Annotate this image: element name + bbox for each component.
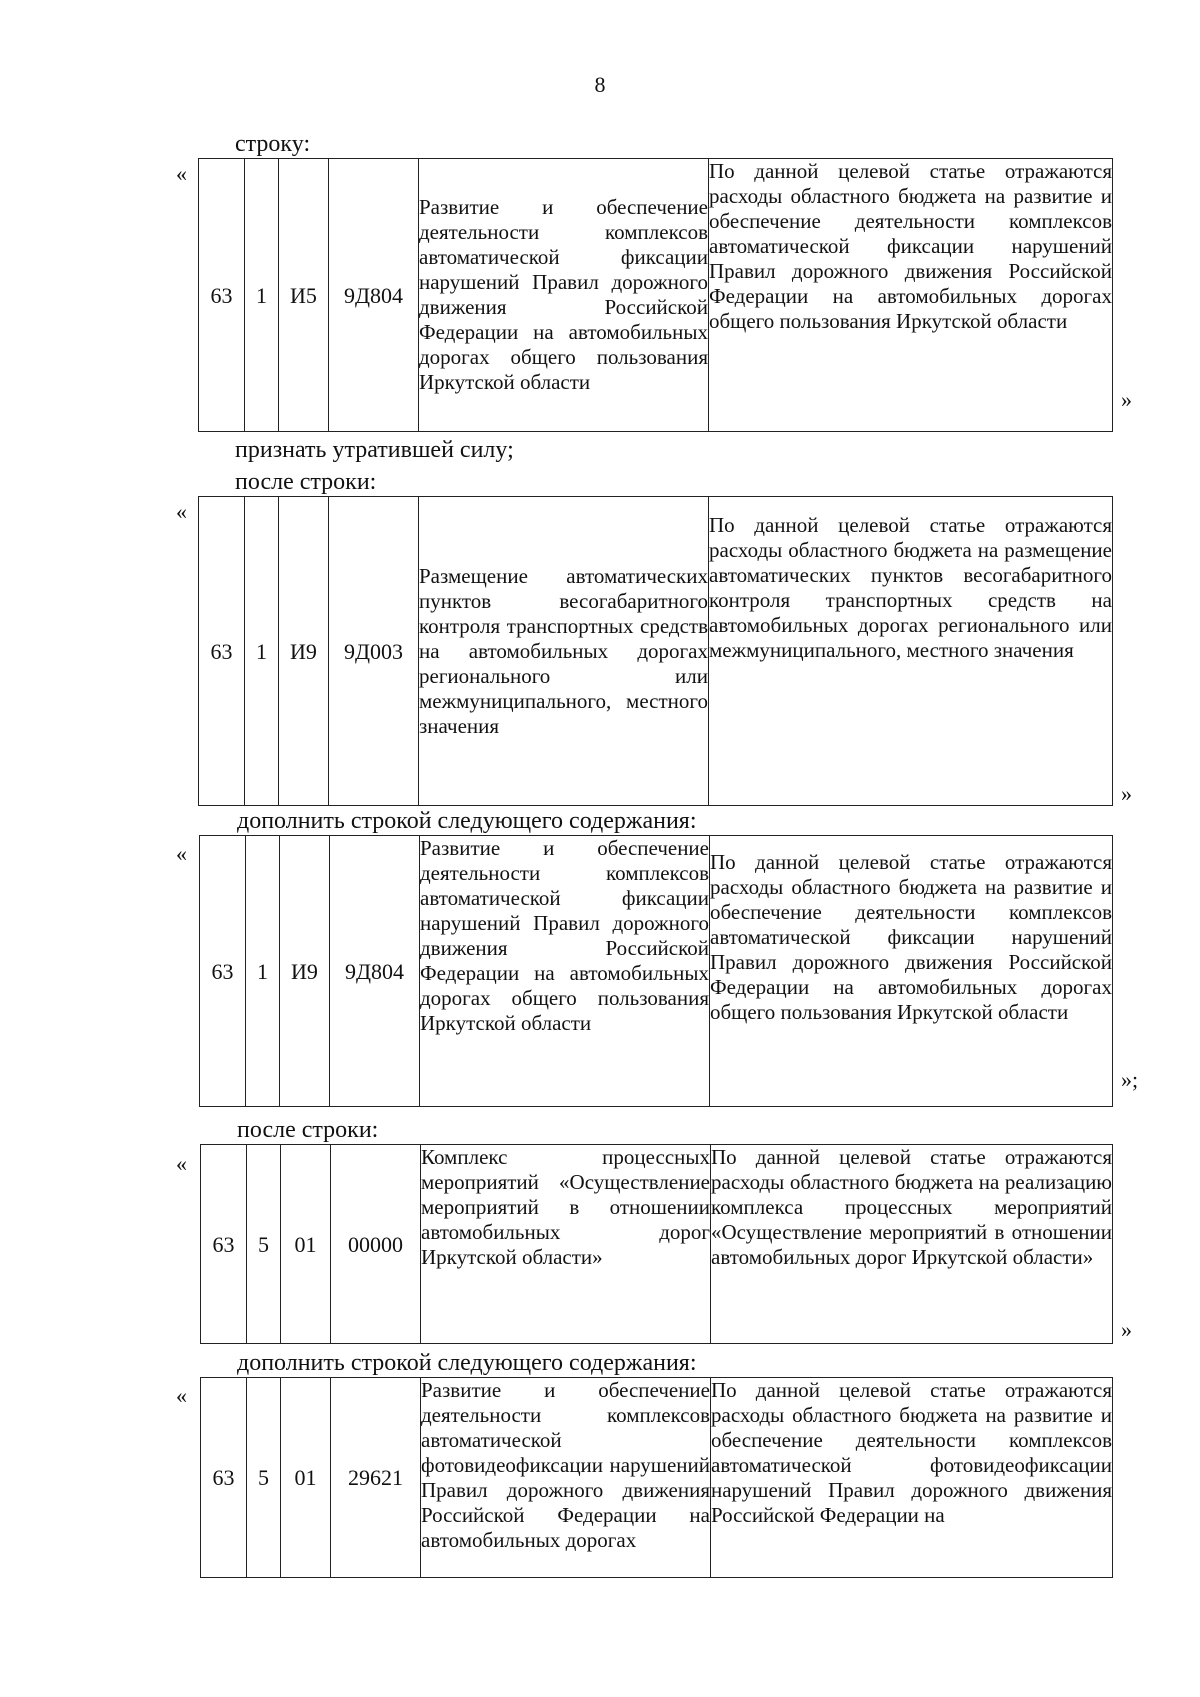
- budget-row: [200, 1144, 1113, 1344]
- open-quote: «: [176, 841, 187, 866]
- repeal-text: признать утратившей силу;: [235, 437, 514, 463]
- code-project: И5: [279, 159, 329, 432]
- open-quote: «: [176, 499, 187, 524]
- page-number: 8: [594, 72, 606, 97]
- code-program: 63: [201, 1378, 247, 1578]
- code-subprogram: 1: [246, 836, 280, 1107]
- code-program: 63: [201, 1145, 247, 1344]
- row-name: Размещение автоматических пунктов весогабаритного контроля транспортных средств на автомобильных дорогах регионального или межмуниципального, местного значения: [419, 497, 709, 806]
- close-quote: »: [1121, 1317, 1132, 1342]
- code-project: 01: [281, 1378, 331, 1578]
- budget-row: [198, 158, 1113, 432]
- row-name: Развитие и обеспечение деятельности комплексов автоматической фиксации нарушений Правил дорожного движения Российской Федерации на автомобильных дорогах общего пользования Иркутской области: [420, 836, 710, 1107]
- block-intro: после строки:: [237, 1117, 379, 1143]
- close-quote: »: [1121, 781, 1132, 806]
- open-quote: «: [176, 1383, 187, 1408]
- block-intro: после строки:: [235, 469, 377, 495]
- row-name: Развитие и обеспечение деятельности комплексов автоматической фотовидеофиксации нарушений Правил дорожного движения Российской Федерации на автомобильных дорогах: [421, 1378, 711, 1578]
- code-project: И9: [279, 497, 329, 806]
- code-direction: 9Д003: [329, 497, 419, 806]
- close-quote: »: [1121, 387, 1132, 412]
- close-quote: »;: [1121, 1067, 1139, 1092]
- budget-row: [198, 496, 1113, 806]
- block-intro: дополнить строкой следующего содержания:: [237, 1350, 697, 1376]
- block-intro: дополнить строкой следующего содержания:: [237, 808, 697, 834]
- row-description: По данной целевой статье отражаются расходы областного бюджета на развитие и обеспечение деятельности комплексов автоматической фиксации нарушений Правил дорожного движения Российской Федерации на автомобильных дорогах общего пользования Иркутской области: [709, 159, 1113, 432]
- open-quote: «: [176, 161, 187, 186]
- budget-row: [200, 1377, 1113, 1578]
- row-name: Развитие и обеспечение деятельности комплексов автоматической фиксации нарушений Правил дорожного движения Российской Федерации на автомобильных дорогах общего пользования Иркутской области: [419, 159, 709, 432]
- row-description: По данной целевой статье отражаются расходы областного бюджета на реализацию комплекса процессных мероприятий «Осуществление мероприятий в отношении автомобильных дорог Иркутской области»: [711, 1145, 1113, 1344]
- code-project: 01: [281, 1145, 331, 1344]
- block-intro: строку:: [235, 131, 311, 157]
- row-name: Комплекс процессных мероприятий «Осуществление мероприятий в отношении автомобильных дорог Иркутской области»: [421, 1145, 711, 1344]
- code-subprogram: 5: [247, 1145, 281, 1344]
- row-description: По данной целевой статье отражаются расходы областного бюджета на развитие и обеспечение деятельности комплексов автоматической фиксации нарушений Правил дорожного движения Российской Федерации на автомобильных дорогах общего пользования Иркутской области: [710, 836, 1113, 1107]
- code-program: 63: [199, 497, 245, 806]
- code-program: 63: [200, 836, 246, 1107]
- code-subprogram: 5: [247, 1378, 281, 1578]
- code-subprogram: 1: [245, 497, 279, 806]
- code-direction: 9Д804: [329, 159, 419, 432]
- row-description: По данной целевой статье отражаются расходы областного бюджета на размещение автоматических пунктов весогабаритного контроля транспортных средств на автомобильных дорогах регионального или межмуниципального, местного значения: [709, 497, 1113, 806]
- code-direction: 9Д804: [330, 836, 420, 1107]
- open-quote: «: [176, 1151, 187, 1176]
- budget-row: [199, 835, 1113, 1107]
- code-direction: 00000: [331, 1145, 421, 1344]
- code-program: 63: [199, 159, 245, 432]
- code-direction: 29621: [331, 1378, 421, 1578]
- row-description: По данной целевой статье отражаются расходы областного бюджета на развитие и обеспечение деятельности комплексов автоматической фотовидеофиксации нарушений Правил дорожного движения Российской Федерации на: [711, 1378, 1113, 1578]
- code-project: И9: [280, 836, 330, 1107]
- code-subprogram: 1: [245, 159, 279, 432]
